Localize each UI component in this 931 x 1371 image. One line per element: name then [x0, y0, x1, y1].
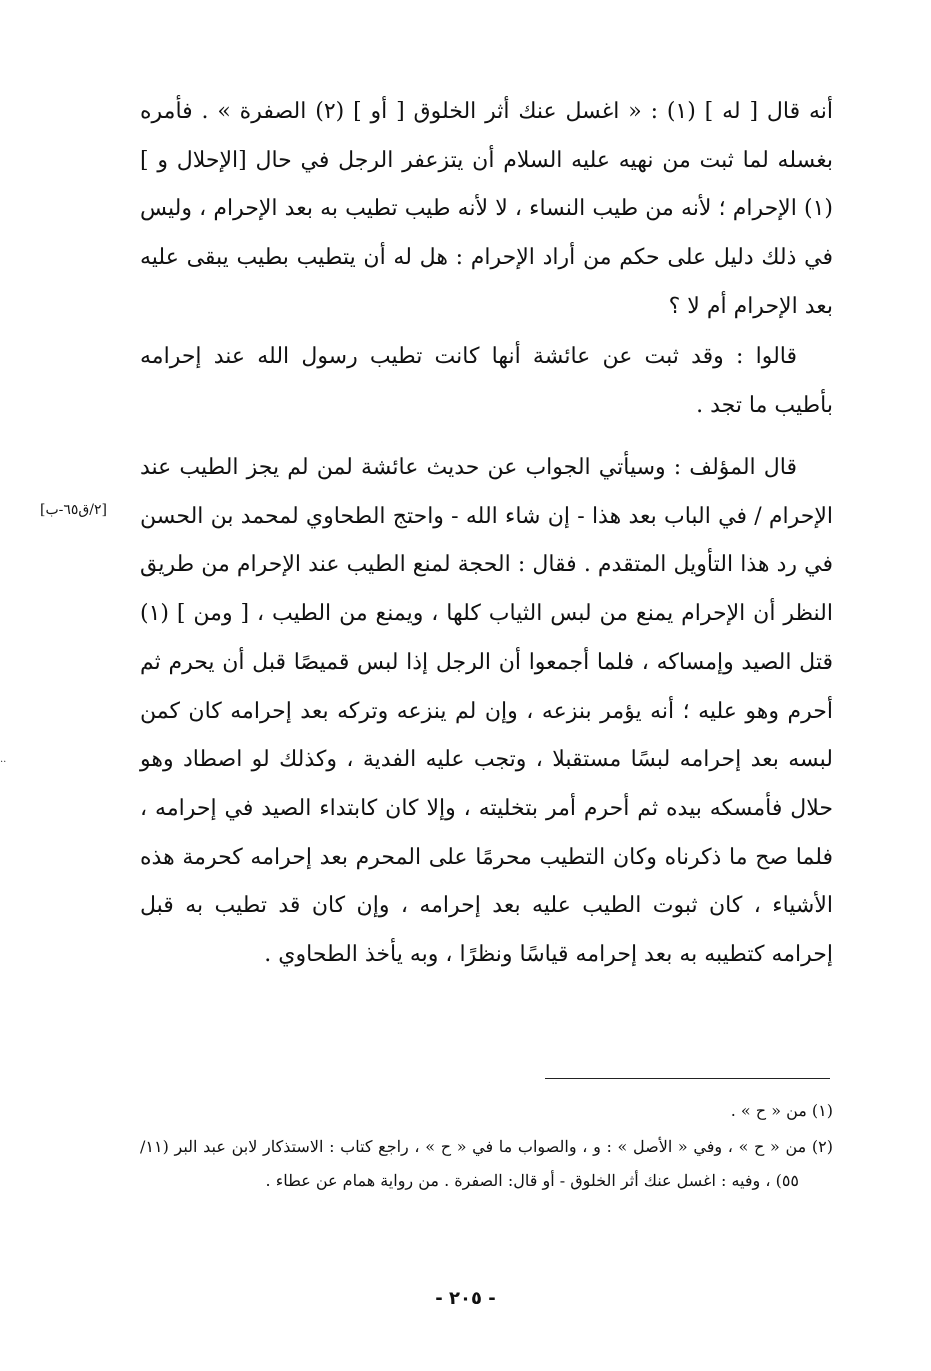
- footnote-1: (١) من « ح » .: [730, 1101, 833, 1120]
- paragraph-2: قالوا : وقد ثبت عن عائشة أنها كانت تطيب رسول الله عند إحرامه بأطيب ما تجد .: [140, 344, 833, 418]
- footnote-2: (٢) من « ح » ، وفي « الأصل » : و ، والصواب ما في « ح » ، راجع كتاب : الاستذكار لابن عبد البر (١١/ ٥٥) ، وفيه : اغسل عنك أثر الخلوق - أو قال: الصفرة . من رواية همام عن عطاء .: [140, 1137, 833, 1190]
- footnotes: [140, 1094, 833, 1198]
- paragraph-3: قال المؤلف : وسيأتي الجواب عن حديث عائشة لمن لم يجز الطيب عند الإحرام / في الباب بعد هذا - إن شاء الله - واحتج الطحاوي لمحمد بن الحسن في رد هذا التأويل المتقدم . فقال : الحجة لمنع الطيب عند الإحرام من طريق النظر أن الإحرام يمنع من لبس الثياب كلها ، ويمنع من الطيب ، [ ومن ] (١) قتل الصيد وإمساكه ، فلما أجمعوا أن الرجل إذا لبس قميصًا قبل أن يحرم ثم أحرم وهو عليه ؛ أنه يؤمر بنزعه ، وإن لم ينزعه وتركه بعد إحرامه كان كمن لبسه بعد إحرامه لبسًا مستقبلا ، وتجب عليه الفدية ، وكذلك لو اصطاد وهو حلال فأمسكه بيده ثم أحرم أمر بتخليته ، وإلا كان كابتداء الصيد في إحرامه ، فلما صح ما ذكرناه وكان التطيب محرمًا على المحرم بعد إحرامه كحرمة هذه الأشياء ، كان ثبوت الطيب عليه بعد إحرامه ، وإن كان قد تطيب به قبل إحرامه كتطيبه به بعد إحرامه قياسًا ونظرًا ، وبه يأخذ الطحاوي .: [140, 455, 833, 968]
- footnote-divider: [545, 1078, 830, 1079]
- paragraph-1: أنه قال [ له ] (١) : « اغسل عنك أثر الخلوق [ أو ] (٢) الصفرة » . فأمره بغسله لما ثبت من نهيه عليه السلام أن يتزعفر الرجل في حال [الإحلال و ] (١) الإحرام ؛ لأنه من طيب النساء ، لا لأنه طيب تطيب به بعد الإحرام ، وليس في ذلك دليل على حكم من أراد الإحرام : هل له أن يتطيب بطيب يبقى عليه بعد الإحرام أم لا ؟: [140, 99, 833, 319]
- page-number: - ٢٠٥ -: [435, 1288, 496, 1309]
- stray-mark: ..: [0, 754, 7, 765]
- manuscript-folio-marker: [٢/ق٦٥-ب]: [40, 502, 108, 518]
